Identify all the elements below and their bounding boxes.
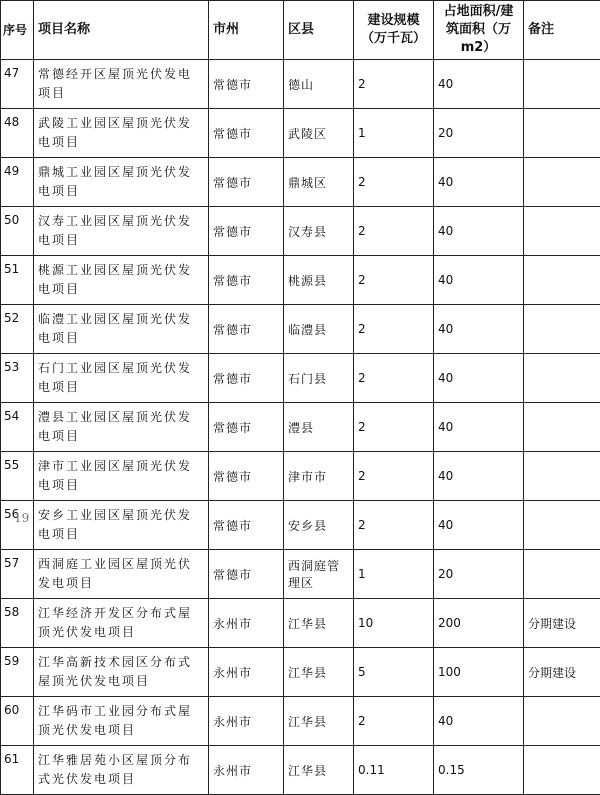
city-cell: 永州市 bbox=[209, 648, 284, 697]
area-cell: 20 bbox=[434, 109, 524, 158]
area-cell: 200 bbox=[434, 599, 524, 648]
row-number-cell: 47 bbox=[1, 60, 34, 109]
row-number-cell: 56 bbox=[1, 501, 34, 550]
table-row bbox=[1, 746, 600, 795]
table-row bbox=[1, 403, 600, 452]
project-name-cell: 澧县工业园区屋顶光伏发电项目 bbox=[34, 403, 209, 452]
project-name-cell: 江华高新技术园区分布式屋顶光伏发电项目 bbox=[34, 648, 209, 697]
area-cell: 0.15 bbox=[434, 746, 524, 795]
header-note: 备注 bbox=[524, 1, 600, 60]
row-number-cell: 58 bbox=[1, 599, 34, 648]
table-row bbox=[1, 109, 600, 158]
header-county: 区县 bbox=[284, 1, 354, 60]
note-cell bbox=[524, 501, 600, 550]
area-cell: 40 bbox=[434, 452, 524, 501]
county-cell: 江华县 bbox=[284, 746, 354, 795]
area-cell: 40 bbox=[434, 403, 524, 452]
city-cell: 常德市 bbox=[209, 256, 284, 305]
county-cell: 石门县 bbox=[284, 354, 354, 403]
note-cell bbox=[524, 158, 600, 207]
capacity-cell: 2 bbox=[354, 452, 434, 501]
capacity-cell: 2 bbox=[354, 60, 434, 109]
note-cell bbox=[524, 746, 600, 795]
county-cell: 德山 bbox=[284, 60, 354, 109]
header-area: 占地面积/建筑面积（万m2） bbox=[434, 1, 524, 60]
capacity-cell: 2 bbox=[354, 354, 434, 403]
project-name-cell: 江华雅居苑小区屋顶分布式光伏发电项目 bbox=[34, 746, 209, 795]
table-row bbox=[1, 158, 600, 207]
project-name-cell: 江华码市工业园分布式屋顶光伏发电项目 bbox=[34, 697, 209, 746]
city-cell: 常德市 bbox=[209, 305, 284, 354]
city-cell: 常德市 bbox=[209, 158, 284, 207]
county-cell: 江华县 bbox=[284, 599, 354, 648]
capacity-cell: 0.11 bbox=[354, 746, 434, 795]
row-number-cell: 60 bbox=[1, 697, 34, 746]
row-number-cell: 59 bbox=[1, 648, 34, 697]
county-cell: 武陵区 bbox=[284, 109, 354, 158]
row-number-cell: 53 bbox=[1, 354, 34, 403]
header-name: 项目名称 bbox=[34, 1, 209, 60]
row-number-cell: 52 bbox=[1, 305, 34, 354]
city-cell: 常德市 bbox=[209, 501, 284, 550]
header-scale: 建设规模（万千瓦） bbox=[354, 1, 434, 60]
row-number-cell: 55 bbox=[1, 452, 34, 501]
county-cell: 安乡县 bbox=[284, 501, 354, 550]
project-name-cell: 鼎城工业园区屋顶光伏发电项目 bbox=[34, 158, 209, 207]
area-cell: 100 bbox=[434, 648, 524, 697]
city-cell: 永州市 bbox=[209, 697, 284, 746]
project-name-cell: 汉寿工业园区屋顶光伏发电项目 bbox=[34, 207, 209, 256]
area-cell: 40 bbox=[434, 354, 524, 403]
capacity-cell: 2 bbox=[354, 403, 434, 452]
area-cell: 40 bbox=[434, 697, 524, 746]
note-cell: 分期建设 bbox=[524, 599, 600, 648]
county-cell: 津市市 bbox=[284, 452, 354, 501]
header-city: 市州 bbox=[209, 1, 284, 60]
note-cell bbox=[524, 354, 600, 403]
table-row bbox=[1, 452, 600, 501]
table-row bbox=[1, 60, 600, 109]
capacity-cell: 2 bbox=[354, 305, 434, 354]
note-cell bbox=[524, 403, 600, 452]
table-row bbox=[1, 599, 600, 648]
project-name-cell: 桃源工业园区屋顶光伏发电项目 bbox=[34, 256, 209, 305]
table-header-row bbox=[1, 1, 600, 60]
county-cell: 澧县 bbox=[284, 403, 354, 452]
project-name-cell: 石门工业园区屋顶光伏发电项目 bbox=[34, 354, 209, 403]
row-number-cell: 51 bbox=[1, 256, 34, 305]
county-cell: 江华县 bbox=[284, 697, 354, 746]
project-name-cell: 西洞庭工业园区屋顶光伏发电项目 bbox=[34, 550, 209, 599]
project-name-cell: 武陵工业园区屋顶光伏发电项目 bbox=[34, 109, 209, 158]
area-cell: 40 bbox=[434, 501, 524, 550]
row-number-cell: 48 bbox=[1, 109, 34, 158]
area-cell: 40 bbox=[434, 158, 524, 207]
city-cell: 常德市 bbox=[209, 452, 284, 501]
page-number: 19 bbox=[14, 511, 29, 525]
county-cell: 江华县 bbox=[284, 648, 354, 697]
city-cell: 常德市 bbox=[209, 109, 284, 158]
city-cell: 常德市 bbox=[209, 207, 284, 256]
county-cell: 临澧县 bbox=[284, 305, 354, 354]
city-cell: 永州市 bbox=[209, 599, 284, 648]
table-row bbox=[1, 207, 600, 256]
county-cell: 鼎城区 bbox=[284, 158, 354, 207]
table-row bbox=[1, 305, 600, 354]
table-row bbox=[1, 697, 600, 746]
project-name-cell: 安乡工业园区屋顶光伏发电项目 bbox=[34, 501, 209, 550]
table-row bbox=[1, 648, 600, 697]
note-cell bbox=[524, 452, 600, 501]
capacity-cell: 2 bbox=[354, 207, 434, 256]
table-row bbox=[1, 354, 600, 403]
note-cell bbox=[524, 697, 600, 746]
project-name-cell: 津市工业园区屋顶光伏发电项目 bbox=[34, 452, 209, 501]
area-cell: 20 bbox=[434, 550, 524, 599]
capacity-cell: 2 bbox=[354, 501, 434, 550]
area-cell: 40 bbox=[434, 305, 524, 354]
table-row bbox=[1, 550, 600, 599]
city-cell: 常德市 bbox=[209, 403, 284, 452]
note-cell bbox=[524, 109, 600, 158]
note-cell: 分期建设 bbox=[524, 648, 600, 697]
area-cell: 40 bbox=[434, 256, 524, 305]
capacity-cell: 2 bbox=[354, 256, 434, 305]
county-cell: 桃源县 bbox=[284, 256, 354, 305]
table-row bbox=[1, 501, 600, 550]
capacity-cell: 2 bbox=[354, 697, 434, 746]
capacity-cell: 1 bbox=[354, 109, 434, 158]
capacity-cell: 10 bbox=[354, 599, 434, 648]
row-number-cell: 50 bbox=[1, 207, 34, 256]
row-number-cell: 54 bbox=[1, 403, 34, 452]
city-cell: 常德市 bbox=[209, 60, 284, 109]
city-cell: 常德市 bbox=[209, 550, 284, 599]
project-name-cell: 江华经济开发区分布式屋顶光伏发电项目 bbox=[34, 599, 209, 648]
note-cell bbox=[524, 256, 600, 305]
area-cell: 40 bbox=[434, 207, 524, 256]
header-no: 序号 bbox=[1, 1, 34, 60]
county-cell: 西洞庭管理区 bbox=[284, 550, 354, 599]
city-cell: 永州市 bbox=[209, 746, 284, 795]
note-cell bbox=[524, 305, 600, 354]
capacity-cell: 2 bbox=[354, 158, 434, 207]
project-name-cell: 常德经开区屋顶光伏发电项目 bbox=[34, 60, 209, 109]
note-cell bbox=[524, 60, 600, 109]
project-name-cell: 临澧工业园区屋顶光伏发电项目 bbox=[34, 305, 209, 354]
city-cell: 常德市 bbox=[209, 354, 284, 403]
row-number-cell: 49 bbox=[1, 158, 34, 207]
note-cell bbox=[524, 550, 600, 599]
county-cell: 汉寿县 bbox=[284, 207, 354, 256]
capacity-cell: 1 bbox=[354, 550, 434, 599]
area-cell: 40 bbox=[434, 60, 524, 109]
row-number-cell: 61 bbox=[1, 746, 34, 795]
table-row bbox=[1, 256, 600, 305]
capacity-cell: 5 bbox=[354, 648, 434, 697]
row-number-cell: 57 bbox=[1, 550, 34, 599]
note-cell bbox=[524, 207, 600, 256]
